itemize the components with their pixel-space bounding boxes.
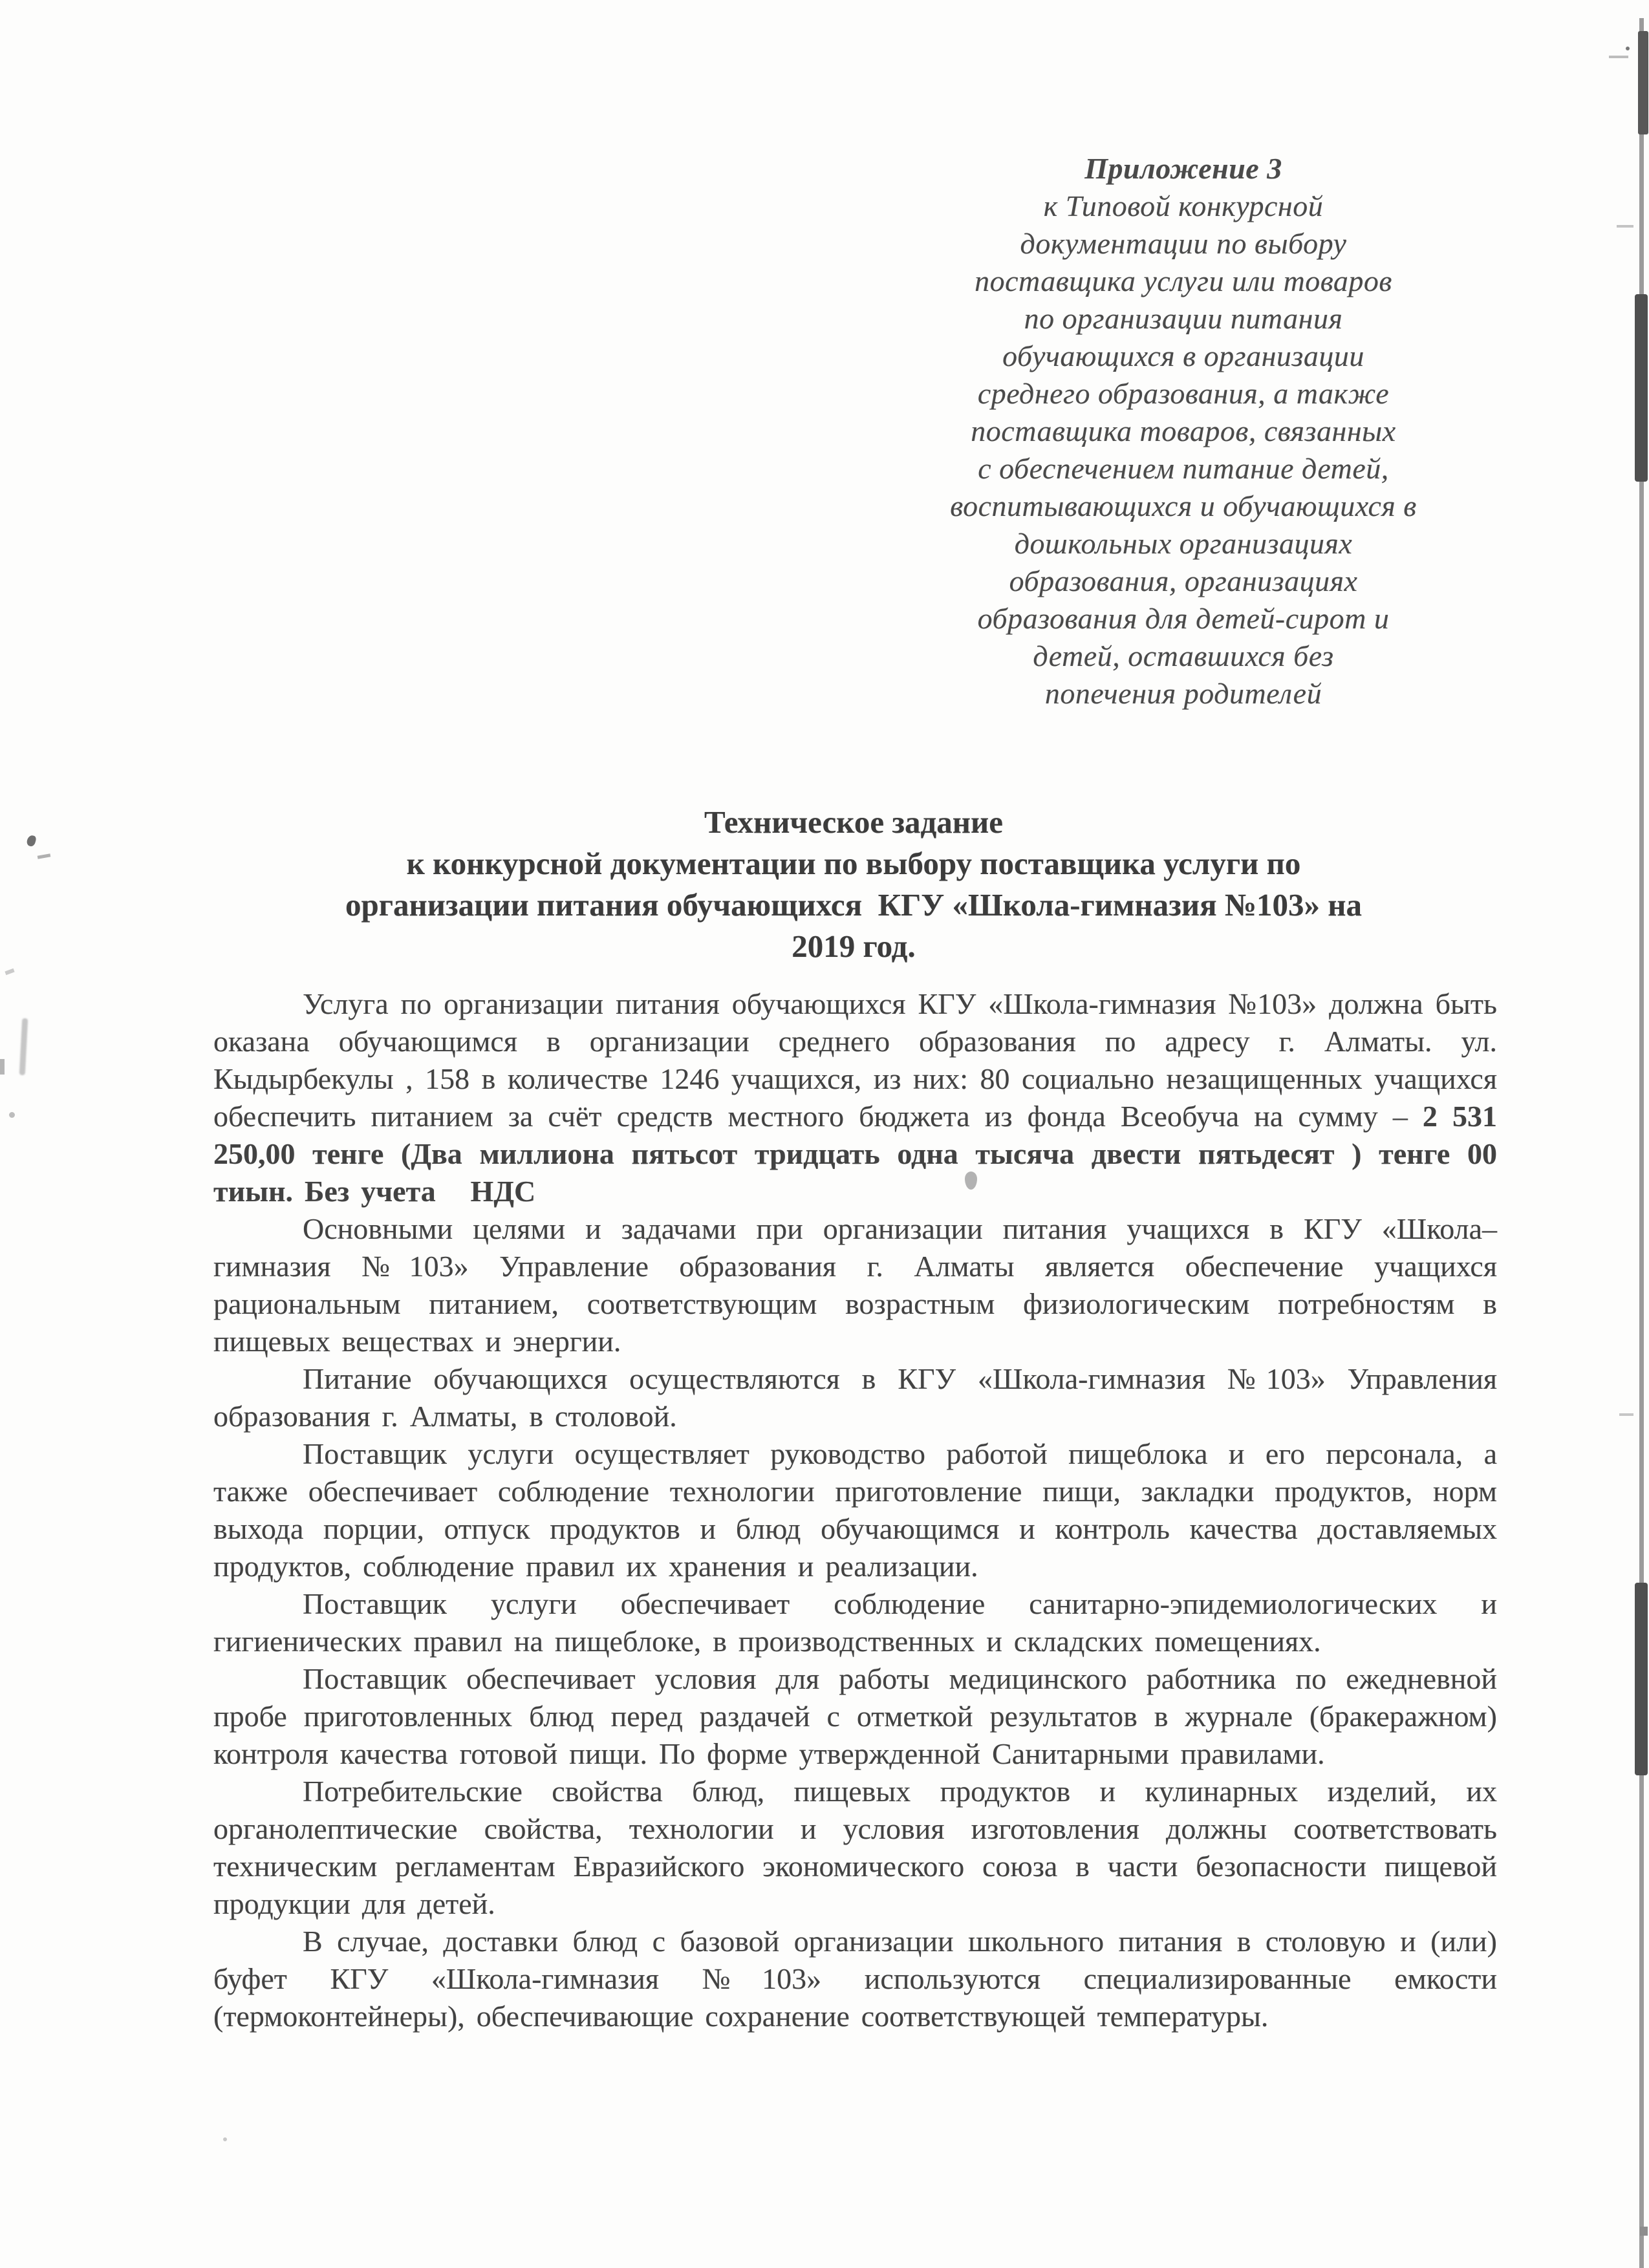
- appendix-line: по организации питания: [1024, 302, 1343, 335]
- scan-artifact: [5, 968, 14, 975]
- appendix-number: Приложение 3: [1084, 152, 1282, 185]
- paragraph-supplier-duties: Поставщик услуги осуществляет руководство работой пищеблока и его персонала, а также обеспечивает соблюдение технологии приготовление пищи, закладки продуктов, норм выхода порции, отпуск продуктов и блюд обучающимся и контроль качества доставляемых продуктов, соблюдение правил их хранения и реализации.: [213, 1437, 1497, 1583]
- paragraph-goals: Основными целями и задачами при организации питания учащихся в КГУ «Школа–гимназия №103» Управление образования г. Алматы является обеспечение учащихся рациональным питанием, соответствующим возрастным физиологическим потребностям в пищевых веществах и энергии.: [213, 1212, 1497, 1358]
- scan-artifact: [1640, 2227, 1648, 2236]
- scan-artifact: [26, 835, 37, 848]
- paragraph-sanitary-rules: Поставщик услуги обеспечивает соблюдение санитарно-эпидемиологических и гигиенических правил на пищеблоке, в производственных и складских помещениях.: [213, 1587, 1497, 1658]
- scan-artifact: [19, 1018, 28, 1075]
- appendix-line: к Типовой конкурсной: [1043, 189, 1324, 222]
- appendix-line: поставщика услуги или товаров: [975, 264, 1392, 297]
- scan-artifact: [1626, 47, 1630, 50]
- appendix-line: среднего образования, а также: [977, 377, 1390, 410]
- paragraph-delivery-containers: В случае, доставки блюд с базовой организации школьного питания в столовую и (или) буфет КГУ «Школа-гимназия №103» используются специализированные емкости (термоконтейнеры), обеспечивающие сохранение соответствующей температуры.: [213, 1925, 1497, 2033]
- title-line-heading: Техническое задание: [704, 804, 1004, 840]
- appendix-line: образования для детей-сирот и: [977, 602, 1390, 635]
- paragraph-product-quality: Потребительские свойства блюд, пищевых продуктов и кулинарных изделий, их органолептические свойства, технологии и условия изготовления должны соответствовать техническим регламентам Евразийского экономического союза в части безопасности пищевой продукции для детей.: [213, 1775, 1497, 1920]
- appendix-reference-block: [860, 150, 1507, 712]
- scan-edge-shadow: [1635, 294, 1648, 482]
- scan-edge-shadow: [1638, 31, 1648, 134]
- scan-artifact: [223, 2137, 227, 2141]
- title-line: к конкурсной документации по выбору поставщика услуги по: [406, 846, 1301, 881]
- document-title: [207, 802, 1500, 967]
- scan-artifact: [1609, 56, 1628, 58]
- scan-artifact: [1617, 225, 1633, 228]
- scan-artifact: [38, 853, 51, 859]
- scan-edge-shadow: [1635, 1583, 1648, 1775]
- appendix-line: обучающихся в организации: [1002, 339, 1364, 372]
- paragraph-funding-amount: 2 531 250,00 тенге (Два миллиона пятьсот тридцать одна тысяча двести пятьдесят ) тенге 00 тиын. Без учета НДС: [213, 1100, 1497, 1208]
- paragraph-medical-control: Поставщик обеспечивает условия для работы медицинского работника по ежедневной пробе приготовленных блюд перед раздачей с отметкой результатов в журнале (бракеражном) контроля качества готовой пищи. По форме утвержденной Санитарными правилами.: [213, 1662, 1497, 1770]
- document-body: [213, 985, 1497, 2035]
- appendix-line: детей, оставшихся без: [1033, 639, 1334, 672]
- paragraph-service-text: Услуга по организации питания обучающихся КГУ «Школа-гимназия №103» должна быть оказана обучающимся в организации среднего образования по адресу г. Алматы. ул. Кыдырбекулы , 158 в количестве 1246 учащихся, из них: 80 социально незащищенных учащихся обеспечить питанием за счёт средств местного бюджета из фонда Всеобуча на сумму –: [213, 987, 1497, 1133]
- appendix-line: дошкольных организациях: [1014, 527, 1353, 560]
- appendix-line: попечения родителей: [1044, 677, 1322, 710]
- paragraph-service-and-funding: [213, 985, 1497, 1210]
- appendix-line: поставщика товаров, связанных: [971, 414, 1396, 447]
- scan-artifact: [1619, 1413, 1633, 1416]
- scan-artifact: [9, 1112, 15, 1118]
- title-line-year: 2019 год.: [792, 928, 916, 964]
- scan-artifact: [0, 1059, 5, 1075]
- appendix-line: документации по выбору: [1020, 227, 1347, 260]
- paragraph-location: Питание обучающихся осуществляются в КГУ «Школа-гимназия №103» Управления образования г. Алматы, в столовой.: [213, 1362, 1497, 1433]
- appendix-line: образования, организациях: [1009, 564, 1358, 597]
- title-line: организации питания обучающихся КГУ «Школа-гимназия №103» на: [345, 887, 1363, 923]
- appendix-line: воспитывающихся и обучающихся в: [950, 489, 1417, 522]
- appendix-line: с обеспечением питание детей,: [978, 452, 1389, 485]
